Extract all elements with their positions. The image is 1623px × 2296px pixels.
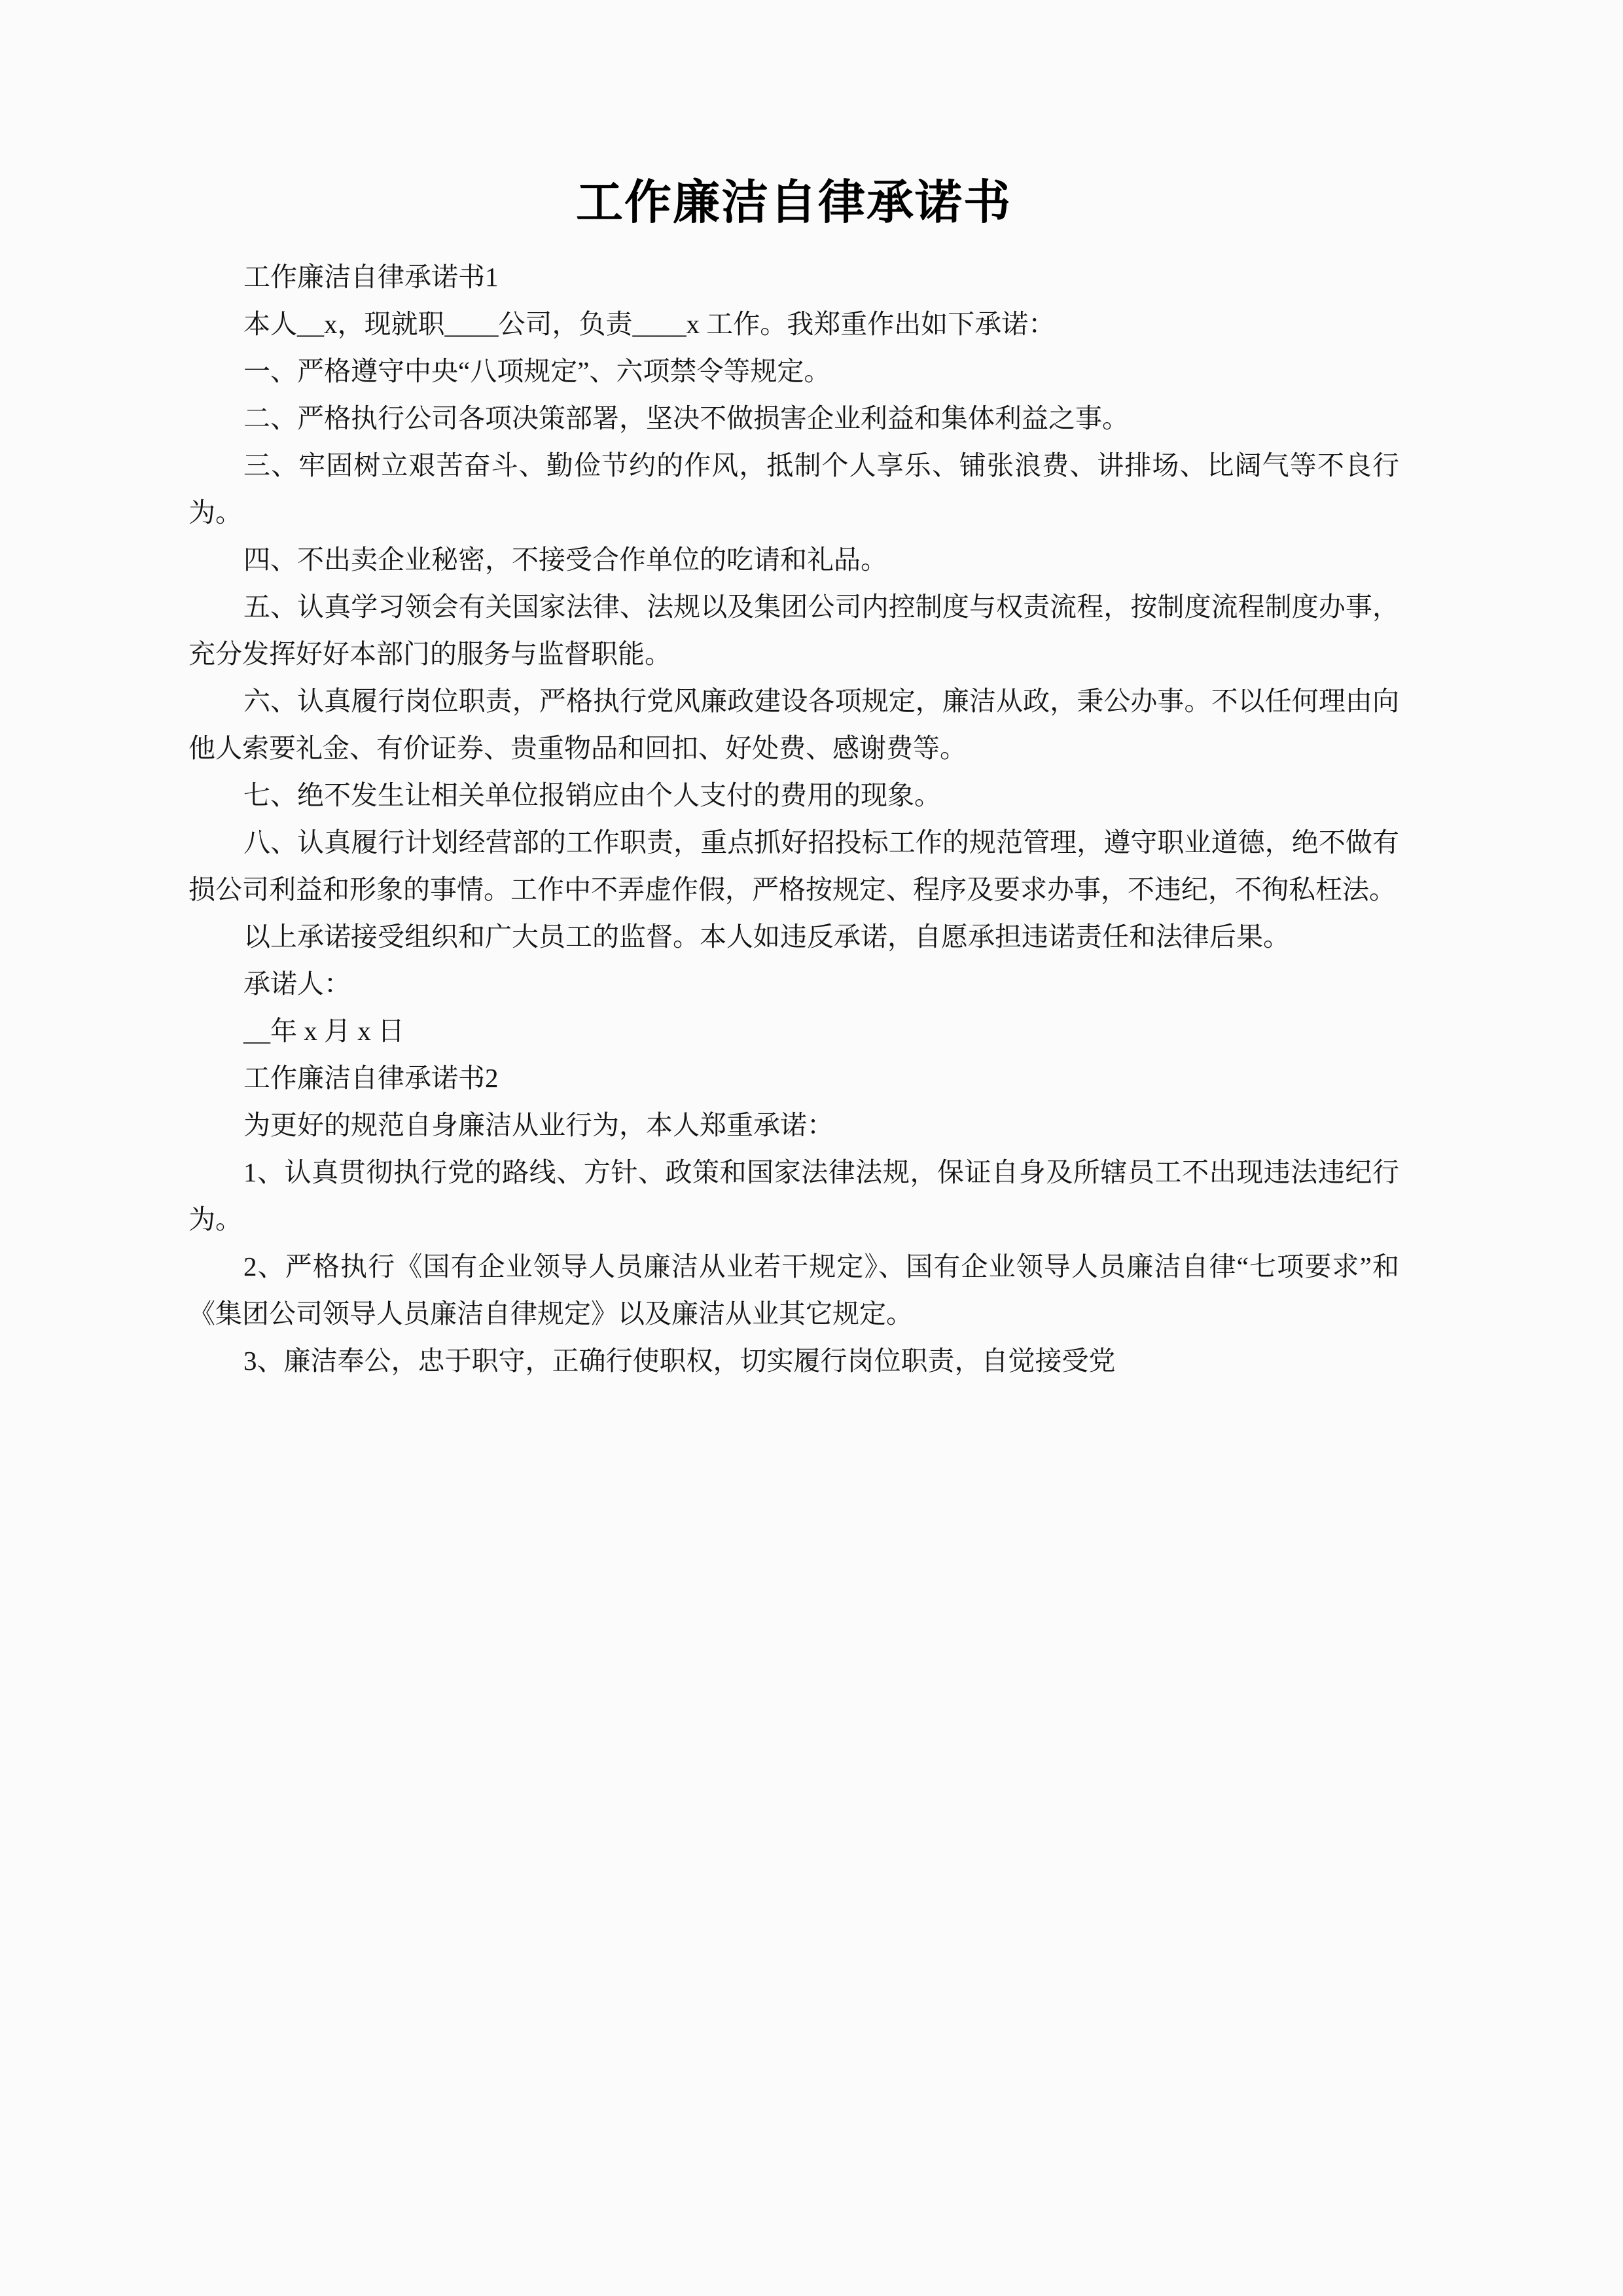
section-label-1: 工作廉洁自律承诺书1 — [243, 261, 499, 292]
paragraph-intro-1: 本人__x，现就职____公司，负责____x 工作。我郑重作出如下承诺： — [243, 308, 1056, 339]
paragraph-intro-2: 为更好的规范自身廉洁从业行为，本人郑重承诺： — [243, 1109, 834, 1140]
paragraph-closing-1: 以上承诺接受组织和广大员工的监督。本人如违反承诺，自愿承担违诺责任和法律后果。 — [243, 921, 1290, 952]
paragraph-item2-1: 1、认真贯彻执行党的路线、方针、政策和国家法律法规，保证自身及所辖员工不出现违法违纪行为。 — [188, 1157, 1399, 1234]
document-content — [188, 175, 1399, 1384]
date-line: __年 x 月 x 日 — [243, 1015, 404, 1046]
paragraph-item-7: 七、绝不发生让相关单位报销应由个人支付的费用的现象。 — [243, 780, 941, 810]
paragraph-item-8: 八、认真履行计划经营部的工作职责，重点抓好招投标工作的规范管理，遵守职业道德，绝不做有损公司利益和形象的事情。工作中不弄虚作假，严格按规定、程序及要求办事，不违纪，不徇私枉法。 — [188, 827, 1399, 905]
paragraph-item-3: 三、牢固树立艰苦奋斗、勤俭节约的作风，抵制个人享乐、铺张浪费、讲排场、比阔气等不良行为。 — [188, 450, 1399, 528]
paragraph-item-1: 一、严格遵守中央“八项规定”、六项禁令等规定。 — [243, 355, 831, 386]
signer-label: 承诺人： — [243, 968, 351, 999]
paragraph-item-2: 二、严格执行公司各项决策部署，坚决不做损害企业利益和集体利益之事。 — [243, 403, 1129, 433]
paragraph-item-5: 五、认真学习领会有关国家法律、法规以及集团公司内控制度与权责流程，按制度流程制度办事，充分发挥好好本部门的服务与监督职能。 — [188, 591, 1399, 669]
page-title: 工作廉洁自律承诺书 — [575, 177, 1012, 229]
paragraph-item2-2: 2、严格执行《国有企业领导人员廉洁从业若干规定》、国有企业领导人员廉洁自律“七项要求”和《集团公司领导人员廉洁自律规定》以及廉洁从业其它规定。 — [188, 1251, 1399, 1329]
paragraph-item2-3: 3、廉洁奉公，忠于职守，正确行使职权，切实履行岗位职责，自觉接受党 — [243, 1345, 1116, 1376]
paragraph-item-4: 四、不出卖企业秘密，不接受合作单位的吃请和礼品。 — [243, 544, 887, 575]
section-label-2: 工作廉洁自律承诺书2 — [243, 1062, 499, 1093]
paragraph-item-6: 六、认真履行岗位职责，严格执行党风廉政建设各项规定，廉洁从政，秉公办事。不以任何理由向他人索要礼金、有价证券、贵重物品和回扣、好处费、感谢费等。 — [188, 685, 1399, 763]
